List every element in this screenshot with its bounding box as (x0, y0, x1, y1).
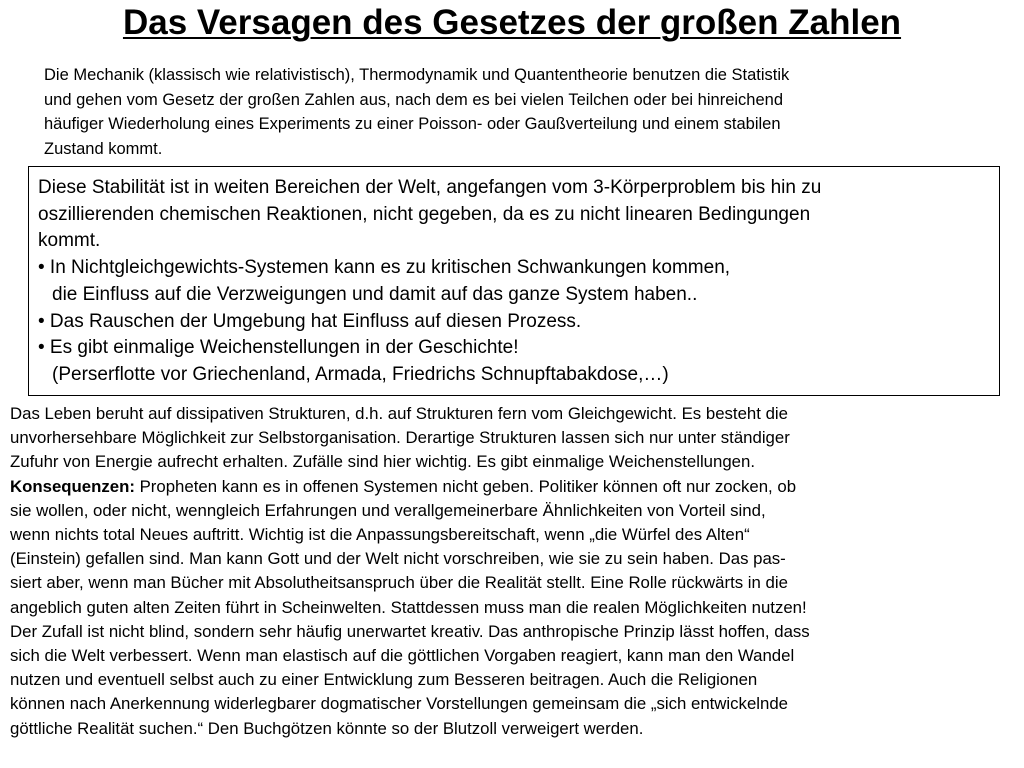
consequences-label: Konsequenzen: (10, 476, 135, 496)
body-paragraph (10, 402, 1024, 741)
box-bullet-continuation: die Einfluss auf die Verzweigungen und damit auf das ganze System haben.. (52, 283, 698, 305)
intro-paragraph (44, 63, 1016, 161)
box-bullet: • Das Rauschen der Umgebung hat Einfluss auf diesen Prozess. (38, 310, 582, 332)
body-line: Das Leben beruht auf dissipativen Strukturen, d.h. auf Strukturen fern vom Gleichgewicht. Es besteht die (10, 404, 788, 423)
body-line: sie wollen, oder nicht, wenngleich Erfahrungen und verallgemeinerbare Ähnlichkeiten von Vorteil sind, (10, 500, 766, 520)
body-line: siert aber, wenn man Bücher mit Absolutheitsanspruch über die Realität stellt. Eine Rolle rückwärts in die (10, 573, 788, 593)
body-line: unvorhersehbare Möglichkeit zur Selbstorganisation. Derartige Strukturen lassen sich nur unter ständiger (10, 428, 790, 448)
body-line: Zufuhr von Energie aufrecht erhalten. Zufälle sind hier wichtig. Es gibt einmalige Weichenstellungen. (10, 452, 756, 472)
body-line: sich die Welt verbessert. Wenn man elastisch auf die göttlichen Vorgaben reagiert, kann man den Wandel (10, 646, 795, 666)
body-line: göttliche Realität suchen.“ Den Buchgötzen könnte so der Blutzoll verweigert werden. (10, 718, 644, 738)
consequences-line (10, 475, 1024, 499)
stability-box (28, 166, 1000, 396)
intro-line: Zustand kommt. (44, 139, 163, 158)
intro-line: häufiger Wiederholung eines Experiments zu einer Poisson- oder Gaußverteilung und einem stabilen (44, 115, 781, 133)
body-line: wenn nichts total Neues auftritt. Wichtig ist die Anpassungsbereitschaft, wenn „die Würfel des Alten“ (10, 525, 750, 545)
box-line: oszillierenden chemischen Reaktionen, nicht gegeben, da es zu nicht linearen Bedingungen (38, 203, 811, 225)
intro-line: und gehen vom Gesetz der großen Zahlen aus, nach dem es bei vielen Teilchen oder bei hinreichend (44, 90, 783, 109)
box-bullet: • In Nichtgleichgewichts-Systemen kann es zu kritischen Schwankungen kommen, (38, 257, 731, 279)
body-line: Der Zufall ist nicht blind, sondern sehr häufig unerwartet kreativ. Das anthropische Prinzip lässt hoffen, dass (10, 621, 810, 641)
box-bullet: • Es gibt einmalige Weichenstellungen in der Geschichte! (38, 337, 519, 359)
body-line: angeblich guten alten Zeiten führt in Scheinwelten. Stattdessen muss man die realen Möglichkeiten nutzen! (10, 597, 807, 617)
body-line: nutzen und eventuell selbst auch zu einer Entwicklung zum Besseren beitragen. Auch die Religionen (10, 670, 758, 690)
box-line: Diese Stabilität ist in weiten Bereichen der Welt, angefangen vom 3-Körperproblem bis hin zu (38, 177, 822, 198)
box-bullet-continuation: (Perserflotte vor Griechenland, Armada, Friedrichs Schnupftabakdose,…) (52, 363, 669, 385)
consequences-text: Propheten kann es in offenen Systemen nicht geben. Politiker können oft nur zocken, ob (134, 476, 797, 496)
intro-line: Die Mechanik (klassisch wie relativistisch), Thermodynamik und Quantentheorie benutzen die Statistik (44, 66, 790, 84)
body-line: können nach Anerkennung widerlegbarer dogmatischer Vorstellungen gemeinsam die „sich entwickelnde (10, 694, 789, 714)
body-line: (Einstein) gefallen sind. Man kann Gott und der Welt nicht vorschreiben, wie sie zu sein haben. Das pas- (10, 549, 786, 569)
slide-title: Das Versagen des Gesetzes der großen Zahlen (122, 3, 902, 42)
box-line: kommt. (38, 230, 101, 252)
